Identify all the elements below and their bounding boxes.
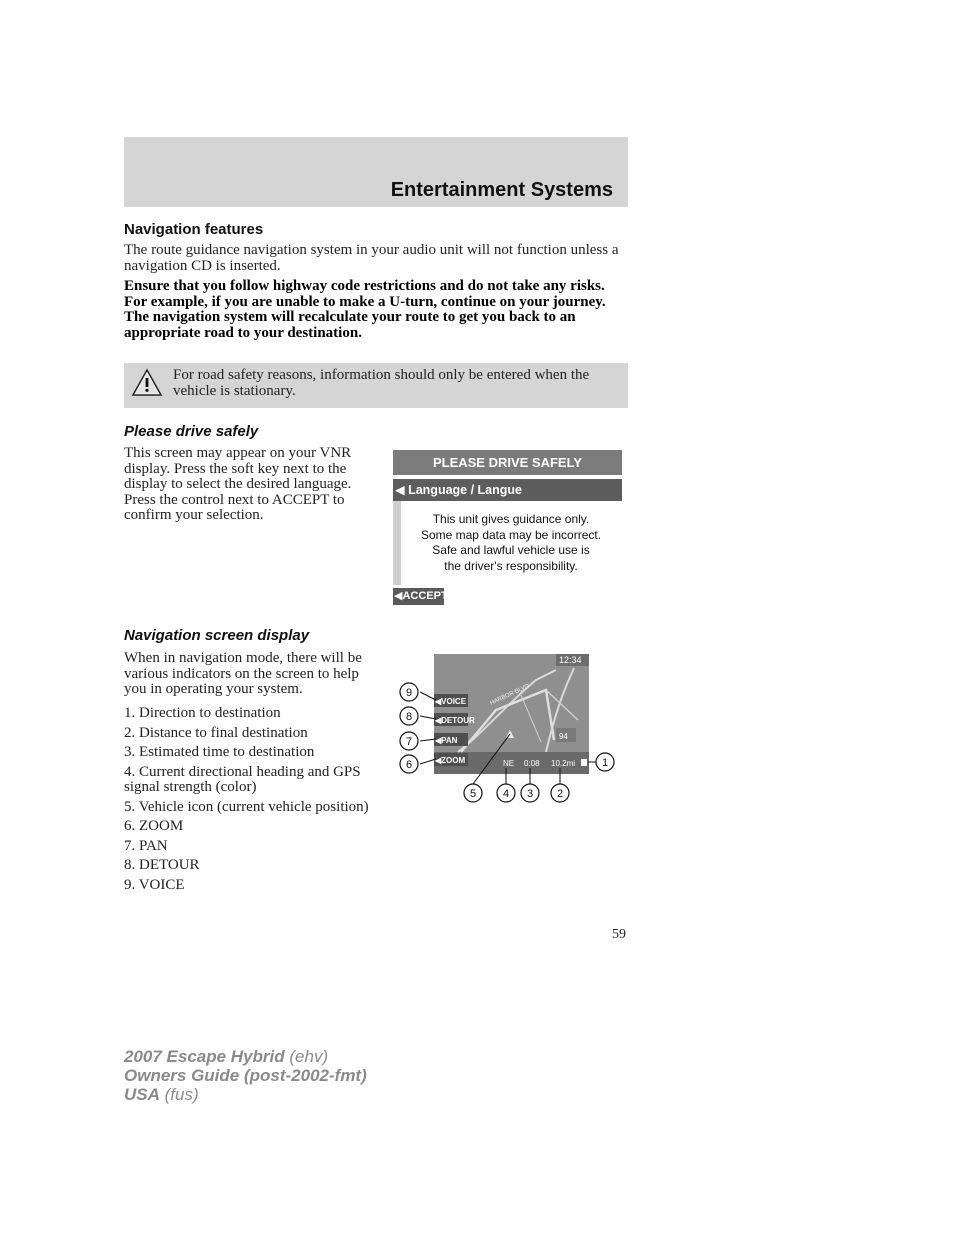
callout-1: 1 [601, 757, 609, 769]
disclaimer-line: Some map data may be incorrect. [420, 527, 602, 542]
callout-5: 5 [469, 788, 477, 800]
status-heading: NE [503, 759, 515, 768]
disclaimer-line: Safe and lawful vehicle use is [432, 543, 590, 557]
status-distance: 10.2mi [551, 759, 576, 768]
screen-disclaimer [405, 512, 617, 574]
detour-key-label: ◀DETOUR [435, 716, 475, 725]
callout-3: 3 [526, 788, 534, 800]
zoom-key-label: ◀ZOOM [435, 756, 466, 765]
list-item: 6. ZOOM [124, 818, 184, 834]
list-item: 2. Distance to final destination [124, 724, 308, 741]
page-number: 59 [612, 927, 626, 942]
navigation-bold-warning: Ensure that you follow highway code restrictions and do not take any risks. For example, if you are unable to make a U-turn, continue on your journey. The navigation system will recalculate your route to get you back to an appropriate road to your destination. [124, 278, 606, 341]
please-drive-safely-heading: Please drive safely [124, 423, 259, 440]
footer-market-code: (fus) [159, 1085, 199, 1104]
footer-model: 2007 Escape Hybrid [124, 1047, 285, 1066]
safety-warning-box [124, 363, 628, 408]
navigation-features-heading: Navigation features [124, 221, 264, 238]
callout-2: 2 [556, 788, 564, 800]
section-header-bar [124, 137, 628, 207]
language-soft-key[interactable]: ◀ Language / Langue [393, 479, 622, 501]
callout-7: 7 [405, 736, 413, 748]
indicator-list [124, 706, 384, 897]
pan-key-label: ◀PAN [435, 736, 458, 745]
footer-market: USA [124, 1085, 160, 1104]
list-item: 8. DETOUR [124, 857, 200, 873]
disclaimer-line: This unit gives guidance only. [432, 512, 590, 526]
route-shield: 94 [559, 732, 568, 741]
navigation-screen-display-heading: Navigation screen display [124, 627, 310, 644]
clock: 12:34 [559, 655, 582, 665]
direction-indicator [581, 759, 587, 766]
safety-warning-text: For road safety reasons, information should only be entered when the vehicle is stationary. [173, 367, 590, 399]
section-title: Entertainment Systems [390, 179, 613, 201]
callout-6: 6 [405, 759, 413, 771]
status-time: 0:08 [524, 759, 540, 768]
footer-guide: Owners Guide (post-2002-fmt) [124, 1066, 367, 1085]
list-item: 1. Direction to destination [124, 705, 281, 721]
list-item: 4. Current directional heading and GPS signal strength (color) [124, 763, 361, 795]
screen-title: PLEASE DRIVE SAFELY [393, 450, 622, 475]
screen-side-bezel [393, 501, 401, 585]
callout-4: 4 [502, 788, 510, 800]
road-label: HARBOR BLVD [489, 683, 531, 707]
list-item: 7. PAN [124, 837, 168, 854]
list-item: 5. Vehicle icon (current vehicle position) [124, 798, 369, 815]
navigation-screen-illustration [396, 650, 622, 810]
please-drive-safely-screen [393, 450, 622, 606]
please-drive-safely-body: This screen may appear on your VNR display. Press the soft key next to the display to select the desired language. Press the control next to ACCEPT to confirm your selection. [124, 445, 352, 523]
callout-9: 9 [405, 687, 413, 699]
callout-8: 8 [405, 711, 413, 723]
accept-soft-key[interactable]: ◀ACCEPT [393, 588, 444, 605]
list-item: 9. VOICE [124, 876, 185, 893]
footer-model-code: (ehv) [284, 1047, 329, 1066]
voice-key-label: ◀VOICE [435, 697, 467, 706]
document-footer [124, 1047, 367, 1104]
list-item: 3. Estimated time to destination [124, 744, 315, 760]
navigation-features-intro: The route guidance navigation system in your audio unit will not function unless a navigation CD is inserted. [124, 242, 619, 274]
disclaimer-line: the driver's responsibility. [444, 558, 578, 573]
warning-triangle-icon [131, 368, 163, 398]
navigation-screen-display-intro: When in navigation mode, there will be various indicators on the screen to help you in operating your system. [124, 650, 362, 697]
